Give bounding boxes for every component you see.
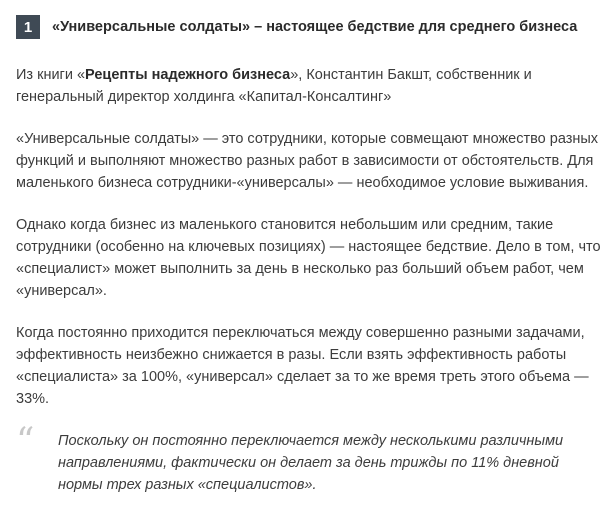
intro-paragraph [16, 64, 612, 108]
section-title: «Универсальные солдаты» – настоящее бедствие для среднего бизнеса [52, 19, 578, 35]
blockquote [16, 421, 612, 504]
quote-mark-icon: “ [16, 421, 35, 462]
paragraph: Когда постоянно приходится переключаться между совершенно разными задачами, эффективность неизбежно снижается в разы. Если взять эффективность работы «специалиста» за 100%, «универсал» сделает за то же время треть этого объема — 33%. [16, 325, 589, 407]
article-body [16, 64, 612, 430]
section-number-badge: 1 [16, 15, 40, 39]
quote-text: Поскольку он постоянно переключается между несколькими различными направлениями, фактически он делает за день трижды по 11% дневной нормы трех разных «специалистов». [58, 433, 564, 493]
intro-prefix: Из книги « [16, 67, 86, 83]
book-title: Рецепты надежного бизнеса [85, 67, 291, 83]
intro-suffix: », Константин Бакшт, собственник и генеральный директор холдинга «Капитал-Консалтинг» [16, 67, 532, 105]
section-heading [16, 14, 577, 40]
paragraph: «Универсальные солдаты» — это сотрудники, которые совмещают множество разных функций и выполняют множество разных работ в зависимости от обстоятельств. Для маленького бизнеса сотрудники-«универсалы» — необходимое условие выживания. [16, 131, 599, 191]
paragraph: Однако когда бизнес из маленького становится небольшим или средним, такие сотрудники (особенно на ключевых позициях) — настоящее бедствие. Дело в том, что «специалист» может выполнить за день в несколько раз больший объем работ, чем «универсал». [16, 217, 601, 299]
